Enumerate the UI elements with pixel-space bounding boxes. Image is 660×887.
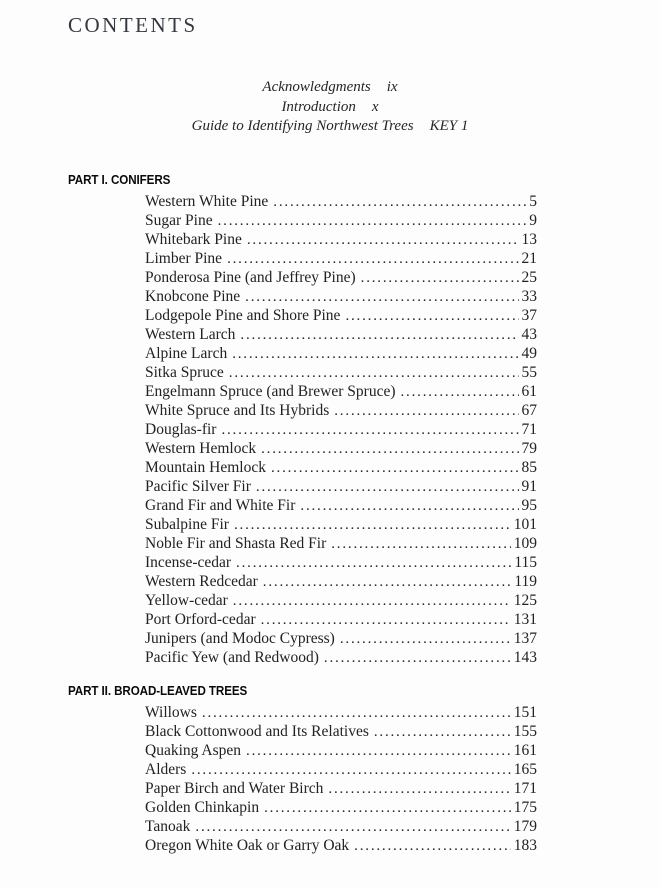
entry-page-number: 71 [521, 420, 537, 438]
toc-entry [145, 534, 537, 553]
entry-title: Tanoak [145, 817, 191, 835]
front-matter-page-ref: KEY 1 [429, 118, 469, 134]
entry-page-number: 43 [521, 325, 537, 343]
front-matter-item [0, 117, 660, 137]
entry-page-number: 67 [521, 401, 537, 419]
toc-entry [145, 741, 537, 760]
toc-entry [145, 591, 537, 610]
entry-title: Pacific Yew (and Redwood) [145, 648, 319, 666]
toc-entry [145, 249, 537, 268]
toc-entry [145, 610, 537, 629]
toc-entry [145, 477, 537, 496]
toc-entry [145, 722, 537, 741]
entry-title: Limber Pine [145, 249, 223, 267]
page-title: CONTENTS [68, 13, 198, 37]
entry-page-number: 143 [513, 648, 537, 666]
entry-title: Western Larch [145, 325, 236, 343]
toc-entry [145, 553, 537, 572]
dot-leader [218, 211, 527, 231]
part-heading [68, 173, 537, 188]
entry-page-number: 175 [513, 798, 537, 816]
dot-leader [324, 648, 511, 668]
entry-page-number: 161 [513, 741, 537, 759]
entry-title: White Spruce and Its Hybrids [145, 401, 330, 419]
entry-page-number: 55 [521, 363, 537, 381]
entry-list [145, 192, 537, 667]
toc-entry [145, 817, 537, 836]
entry-page-number: 101 [513, 515, 537, 533]
entry-page-number: 95 [521, 496, 537, 514]
entry-title: Ponderosa Pine (and Jeffrey Pine) [145, 268, 356, 286]
front-matter-page-ref: ix [386, 79, 398, 95]
dot-leader [232, 344, 518, 364]
entry-title: Incense-cedar [145, 553, 232, 571]
entry-title: Oregon White Oak or Garry Oak [145, 836, 350, 854]
entry-page-number: 109 [513, 534, 537, 552]
entry-page-number: 119 [514, 572, 537, 590]
dot-leader [345, 306, 518, 326]
entry-title: Paper Birch and Water Birch [145, 779, 324, 797]
toc-entry [145, 401, 537, 420]
entry-page-number: 37 [521, 306, 537, 324]
entry-page-number: 125 [513, 591, 537, 609]
toc-section [68, 684, 537, 855]
entry-title: Western White Pine [145, 192, 269, 210]
entry-page-number: 49 [521, 344, 537, 362]
entry-page-number: 5 [529, 192, 537, 210]
entry-title: Sugar Pine [145, 211, 213, 229]
entry-list [145, 703, 537, 855]
toc-entry [145, 420, 537, 439]
entry-page-number: 79 [521, 439, 537, 457]
dot-leader [202, 703, 511, 723]
entry-page-number: 115 [514, 553, 537, 571]
dot-leader [261, 439, 518, 459]
entry-page-number: 21 [521, 249, 537, 267]
toc-entry [145, 230, 537, 249]
toc-entry [145, 306, 537, 325]
toc-entry [145, 192, 537, 211]
dot-leader [234, 515, 511, 535]
entry-page-number: 151 [513, 703, 537, 721]
entry-title: Western Redcedar [145, 572, 258, 590]
entry-title: Noble Fir and Shasta Red Fir [145, 534, 327, 552]
entry-title: Willows [145, 703, 197, 721]
dot-leader [227, 249, 518, 269]
entry-page-number: 171 [513, 779, 537, 797]
entry-title: Grand Fir and White Fir [145, 496, 296, 514]
dot-leader [374, 722, 511, 742]
front-matter-label: Introduction [281, 98, 356, 115]
dot-leader [247, 230, 519, 250]
entry-title: Golden Chinkapin [145, 798, 260, 816]
entry-page-number: 131 [513, 610, 537, 628]
dot-leader [233, 591, 511, 611]
toc-entry [145, 648, 537, 667]
dot-leader [361, 268, 519, 288]
toc-entry [145, 344, 537, 363]
part-heading-text: PART I. CONIFERS [68, 172, 171, 187]
dot-leader [401, 382, 519, 402]
entry-title: Alders [145, 760, 187, 778]
entry-page-number: 183 [513, 836, 537, 854]
entry-title: Junipers (and Modoc Cypress) [145, 629, 335, 647]
front-matter-label: Guide to Identifying Northwest Trees [191, 118, 414, 134]
entry-title: Sitka Spruce [145, 363, 224, 381]
front-matter-list [0, 78, 660, 137]
entry-page-number: 85 [521, 458, 537, 476]
entry-page-number: 9 [529, 211, 537, 229]
entry-page-number: 137 [513, 629, 537, 647]
toc-entry [145, 779, 537, 798]
dot-leader [236, 553, 511, 573]
dot-leader [261, 610, 511, 630]
toc-entry [145, 325, 537, 344]
dot-leader [221, 420, 518, 440]
dot-leader [300, 496, 518, 516]
entry-title: Lodgepole Pine and Shore Pine [145, 306, 341, 324]
toc-entry [145, 836, 537, 855]
toc-entry [145, 287, 537, 306]
entry-page-number: 25 [521, 268, 537, 286]
entry-title: Knobcone Pine [145, 287, 241, 305]
entry-page-number: 179 [513, 817, 537, 835]
front-matter-item [0, 98, 660, 118]
dot-leader [256, 477, 519, 497]
toc-entry [145, 760, 537, 779]
dot-leader [264, 798, 511, 818]
sections-container [68, 173, 537, 855]
dot-leader [271, 458, 519, 478]
dot-leader [331, 534, 511, 554]
toc-entry [145, 363, 537, 382]
entry-title: Quaking Aspen [145, 741, 242, 759]
entry-page-number: 13 [521, 230, 537, 248]
toc-entry [145, 515, 537, 534]
dot-leader [340, 629, 511, 649]
toc-section [68, 173, 537, 667]
entry-title: Whitebark Pine [145, 230, 242, 248]
entry-title: Western Hemlock [145, 439, 257, 457]
toc-entry [145, 268, 537, 287]
toc-entry [145, 703, 537, 722]
dot-leader [354, 836, 511, 856]
toc-entry [145, 572, 537, 591]
part-heading-text: PART II. BROAD-LEAVED TREES [68, 683, 248, 698]
toc-entry [145, 458, 537, 477]
toc-entry [145, 211, 537, 230]
toc-entry [145, 439, 537, 458]
part-heading [68, 684, 537, 699]
entry-title: Yellow-cedar [145, 591, 228, 609]
entry-title: Douglas-fir [145, 420, 217, 438]
dot-leader [195, 817, 510, 837]
entry-title: Subalpine Fir [145, 515, 229, 533]
dot-leader [245, 287, 518, 307]
toc-entry [145, 798, 537, 817]
dot-leader [240, 325, 518, 345]
dot-leader [334, 401, 518, 421]
entry-page-number: 165 [513, 760, 537, 778]
entry-page-number: 155 [513, 722, 537, 740]
entry-page-number: 91 [521, 477, 537, 495]
entry-title: Pacific Silver Fir [145, 477, 251, 495]
entry-title: Black Cottonwood and Its Relatives [145, 722, 369, 740]
dot-leader [191, 760, 510, 780]
toc-entry [145, 382, 537, 401]
toc-entry [145, 629, 537, 648]
front-matter-page-ref: x [371, 98, 379, 115]
entry-page-number: 33 [521, 287, 537, 305]
toc-entry [145, 496, 537, 515]
entry-title: Engelmann Spruce (and Brewer Spruce) [145, 382, 396, 400]
dot-leader [246, 741, 511, 761]
entry-page-number: 61 [521, 382, 537, 400]
dot-leader [328, 779, 510, 799]
dot-leader [229, 363, 519, 383]
entry-title: Port Orford-cedar [145, 610, 256, 628]
entry-title: Alpine Larch [145, 344, 228, 362]
front-matter-label: Acknowledgments [262, 79, 371, 95]
dot-leader [263, 572, 512, 592]
front-matter-item [0, 78, 660, 98]
entry-title: Mountain Hemlock [145, 458, 266, 476]
dot-leader [273, 192, 526, 212]
